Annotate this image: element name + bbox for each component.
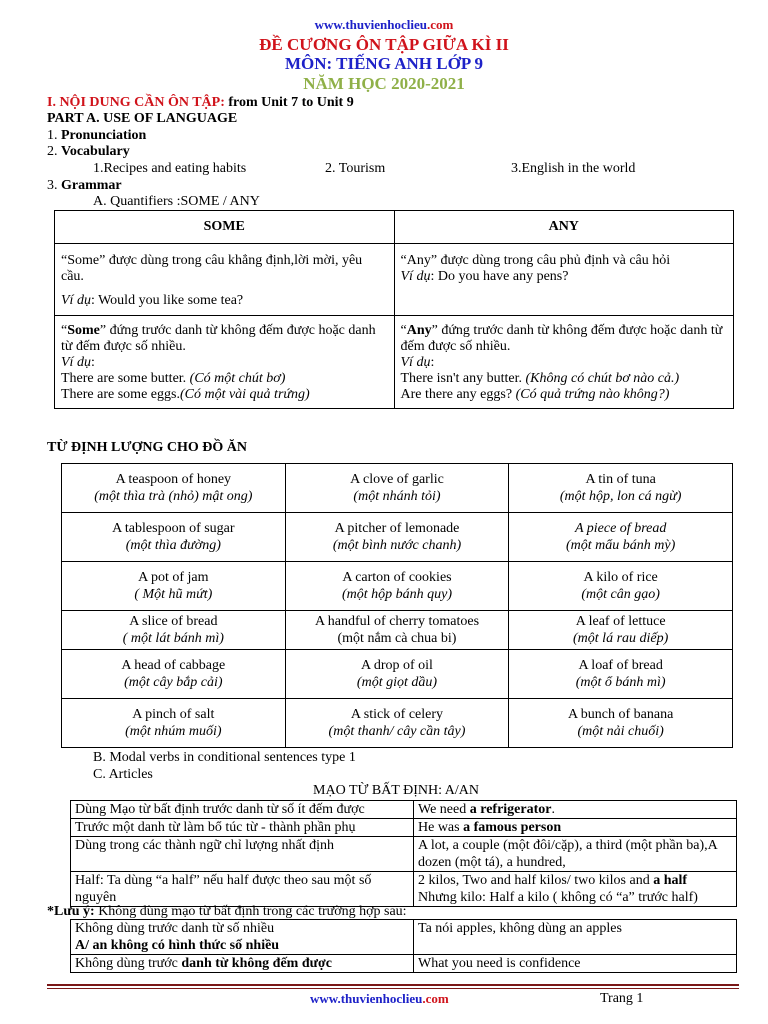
sentence-text: There isn't any butter. [400, 371, 526, 386]
example-text: He was [418, 820, 464, 835]
food-cell [509, 464, 733, 513]
part-a-heading: PART A. USE OF LANGUAGE [47, 111, 238, 126]
food-vietnamese: (một cây bắp cải) [124, 675, 223, 690]
food-english: A head of cabbage [121, 658, 226, 673]
colon: : [430, 355, 435, 370]
example-text: . [551, 802, 555, 817]
food-cell [509, 611, 733, 650]
site-url-tld: .com [426, 17, 454, 32]
any-usage-example [401, 269, 728, 285]
food-english: A pitcher of lemonade [334, 521, 460, 536]
food-vietnamese: (một nhánh tỏi) [353, 489, 441, 504]
sentence-text: There are some eggs. [61, 387, 180, 402]
some-position-text [61, 323, 388, 355]
food-cell [62, 464, 286, 513]
grammar-a-heading: A. Quantifiers :SOME / ANY [93, 194, 260, 209]
food-vietnamese: (một cân gạo) [581, 587, 660, 602]
food-cell [62, 562, 286, 611]
footer-divider [47, 984, 739, 986]
sentence-text: Are there any eggs? [400, 387, 516, 402]
food-cell [509, 513, 733, 562]
sentence-translation: (Có một chút bơ) [189, 371, 286, 386]
table-row [55, 244, 734, 316]
food-vietnamese: (một nải chuối) [577, 724, 664, 739]
food-english: A carton of cookies [342, 570, 452, 585]
food-cell [285, 513, 509, 562]
table-row [71, 955, 737, 973]
keyword-any: Any [406, 323, 432, 338]
food-cell [509, 562, 733, 611]
title-main: ĐỀ CƯƠNG ÔN TẬP GIỮA KÌ II [259, 35, 509, 54]
food-cell [62, 513, 286, 562]
example-text: : Would you like some tea? [90, 293, 244, 308]
table-row [62, 699, 733, 748]
food-vietnamese: (một bình nước chanh) [332, 538, 462, 553]
example-text: : Do you have any pens? [430, 269, 569, 284]
articles-table [70, 800, 737, 907]
item-number: 3. [47, 178, 61, 193]
note-label: *Lưu ý: [47, 904, 95, 919]
table-row [71, 837, 737, 872]
note-rule [71, 920, 414, 955]
item-number: 1. [47, 128, 61, 143]
article-rule: Trước một danh từ làm bổ túc từ - thành phần phụ [71, 819, 414, 837]
food-english: A loaf of bread [578, 658, 663, 673]
table-header-row [55, 211, 734, 244]
sentence-text: There are some butter. [61, 371, 190, 386]
rule-text: Không dùng trước danh từ số nhiều [75, 921, 275, 936]
food-english: A drop of oil [361, 658, 433, 673]
sentence-translation: (Không có chút bơ nào cả.) [525, 371, 680, 386]
article-rule: Dùng Mạo từ bất định trước danh từ số ít đếm được [71, 801, 414, 819]
example-sentence [61, 371, 388, 387]
table-row [55, 316, 734, 409]
column-header-some: SOME [55, 211, 395, 244]
quote-mark: “ [61, 323, 68, 338]
note-rule [71, 955, 414, 973]
food-cell [62, 611, 286, 650]
food-cell [285, 611, 509, 650]
note-table [70, 919, 737, 973]
food-cell [62, 650, 286, 699]
item-label: Grammar [61, 178, 122, 193]
food-english: A tablespoon of sugar [112, 521, 235, 536]
food-vietnamese: (một hộp bánh quy) [341, 587, 452, 602]
food-vietnamese: ( Một hũ mứt) [134, 587, 213, 602]
example-label: Ví dụ [61, 293, 91, 308]
rule-text: Không dùng trước [75, 956, 182, 971]
food-vietnamese: (một giọt dầu) [356, 675, 438, 690]
grammar-b-heading: B. Modal verbs in conditional sentences type 1 [93, 750, 356, 765]
table-row [71, 872, 737, 907]
food-english: A slice of bread [129, 614, 218, 629]
food-vietnamese: (một hộp, lon cá ngừ) [559, 489, 682, 504]
note-line [47, 903, 407, 920]
vocab-topic-1: 1.Recipes and eating habits [93, 161, 247, 176]
keyword-some: Some [67, 323, 100, 338]
table-row [62, 513, 733, 562]
rule-highlight: A/ an không có hình thức số nhiều [75, 938, 280, 953]
food-english: A bunch of banana [567, 707, 674, 722]
any-position-cell [394, 316, 734, 409]
table-row [62, 562, 733, 611]
title-subject: MÔN: TIẾNG ANH LỚP 9 [284, 54, 484, 73]
section-heading-range: from Unit 7 to Unit 9 [224, 95, 354, 110]
site-url-main: www.thuvienhoclieu [314, 17, 427, 32]
example-sentence [401, 371, 728, 387]
footer-site-url[interactable] [310, 991, 449, 1007]
item-number: 2. [47, 144, 61, 159]
food-english: A pinch of salt [132, 707, 215, 722]
any-usage-cell [394, 244, 734, 316]
some-usage-example [61, 293, 388, 309]
sentence-translation: (Có một vài quả trứng) [179, 387, 310, 402]
table-row [71, 819, 737, 837]
food-cell [509, 699, 733, 748]
table-row [71, 920, 737, 955]
title-year: NĂM HỌC 2020-2021 [303, 74, 465, 93]
table-row [62, 650, 733, 699]
food-cell [285, 562, 509, 611]
food-cell [285, 650, 509, 699]
any-usage-text: “Any” được dùng trong câu phủ định và câu hỏi [400, 253, 671, 268]
food-english: A pot of jam [138, 570, 209, 585]
food-english: A leaf of lettuce [575, 614, 666, 629]
example-highlight: a half [653, 873, 688, 888]
note-example: What you need is confidence [414, 955, 737, 973]
section-heading [47, 94, 354, 111]
example-sentence [61, 387, 388, 403]
food-english: A teaspoon of honey [115, 472, 232, 487]
grammar-c-heading: C. Articles [93, 767, 153, 782]
rule-highlight: danh từ không đếm được [181, 956, 332, 971]
article-example [414, 872, 737, 907]
footer-divider [47, 988, 739, 989]
quote-mark: “ [400, 323, 407, 338]
position-rule: ” đứng trước danh từ không đếm được hoặc danh từ đếm được số nhiều. [61, 323, 376, 354]
item-pronunciation [47, 127, 146, 144]
site-url-main: www.thuvienhoclieu [310, 991, 423, 1006]
article-example [414, 819, 737, 837]
example-text: 2 kilos, Two and half kilos/ two kilos and [418, 873, 654, 888]
example-label: Ví dụ [400, 269, 431, 284]
table-row [71, 801, 737, 819]
colon: : [90, 355, 95, 370]
food-vietnamese: (một thìa đường) [125, 538, 221, 553]
food-english: A handful of cherry tomatoes [314, 614, 480, 629]
article-rule: Dùng trong các thành ngữ chỉ lượng nhất định [71, 837, 414, 872]
page-number: Trang 1 [600, 991, 644, 1006]
vocab-topic-3: 3.English in the world [511, 161, 636, 176]
item-label: Vocabulary [61, 144, 130, 159]
section-heading-label: I. NỘI DUNG CẦN ÔN TẬP: [47, 95, 225, 110]
note-text: Không dùng mạo từ bất định trong các trường hợp sau: [94, 904, 407, 919]
article-example [414, 801, 737, 819]
vocab-topic-2: 2. Tourism [325, 161, 386, 176]
table-row [62, 464, 733, 513]
sentence-translation: (Có quả trứng nào không?) [515, 387, 670, 402]
food-vietnamese: (một mẩu bánh mỳ) [566, 538, 676, 553]
food-vietnamese: ( một lát bánh mì) [122, 631, 224, 646]
some-usage-text: “Some” được dùng trong câu khẳng định,lời mời, yêu cầu. [61, 253, 363, 284]
example-text: Nhưng kilo: Half a kilo ( không có “a” trước half) [418, 890, 698, 905]
food-vietnamese: (một lá rau diếp) [573, 631, 669, 646]
food-vietnamese: (một thìa trà (nhỏ) mật ong) [94, 489, 253, 504]
food-cell [285, 699, 509, 748]
food-vietnamese: (một nhúm muối) [125, 724, 222, 739]
food-english: A kilo of rice [583, 570, 658, 585]
example-heading [401, 355, 728, 371]
food-quantifier-table [61, 463, 733, 748]
example-highlight: a refrigerator [469, 802, 552, 817]
item-vocabulary [47, 143, 130, 160]
site-url[interactable] [0, 17, 768, 33]
example-label: Ví dụ [400, 355, 431, 370]
food-vietnamese: (một thanh/ cây cần tây) [328, 724, 466, 739]
table-row [62, 611, 733, 650]
food-english: A tin of tuna [585, 472, 656, 487]
food-quantifier-heading: TỪ ĐỊNH LƯỢNG CHO ĐỒ ĂN [47, 440, 248, 455]
example-highlight: a famous person [463, 820, 562, 835]
some-usage-cell [55, 244, 395, 316]
some-any-table [54, 210, 734, 409]
articles-heading: MẠO TỪ BẤT ĐỊNH: A/AN [313, 783, 479, 798]
note-example: Ta nói apples, không dùng an apples [414, 920, 737, 955]
article-rule: Half: Ta dùng “a half” nếu half được theo sau một số nguyên [71, 872, 414, 907]
example-text: We need [418, 802, 470, 817]
food-english: A piece of bread [574, 521, 667, 536]
food-english: A clove of garlic [350, 472, 444, 487]
any-position-text [401, 323, 728, 355]
position-rule: ” đứng trước danh từ không đếm được hoặc danh từ đếm được số nhiều. [400, 323, 723, 354]
food-cell [62, 699, 286, 748]
example-sentence [401, 387, 728, 403]
example-label: Ví dụ [61, 355, 91, 370]
some-position-cell [55, 316, 395, 409]
food-vietnamese: (một nắm cà chua bi) [337, 631, 457, 646]
item-grammar [47, 177, 122, 194]
example-heading [61, 355, 388, 371]
article-example: A lot, a couple (một đôi/cặp), a third (một phần ba),A dozen (một tá), a hundred, [414, 837, 737, 872]
food-cell [509, 650, 733, 699]
food-cell [285, 464, 509, 513]
site-url-tld: .com [422, 991, 449, 1006]
item-label: Pronunciation [61, 128, 147, 143]
column-header-any: ANY [394, 211, 734, 244]
food-vietnamese: (một ổ bánh mì) [575, 675, 666, 690]
food-english: A stick of celery [350, 707, 444, 722]
